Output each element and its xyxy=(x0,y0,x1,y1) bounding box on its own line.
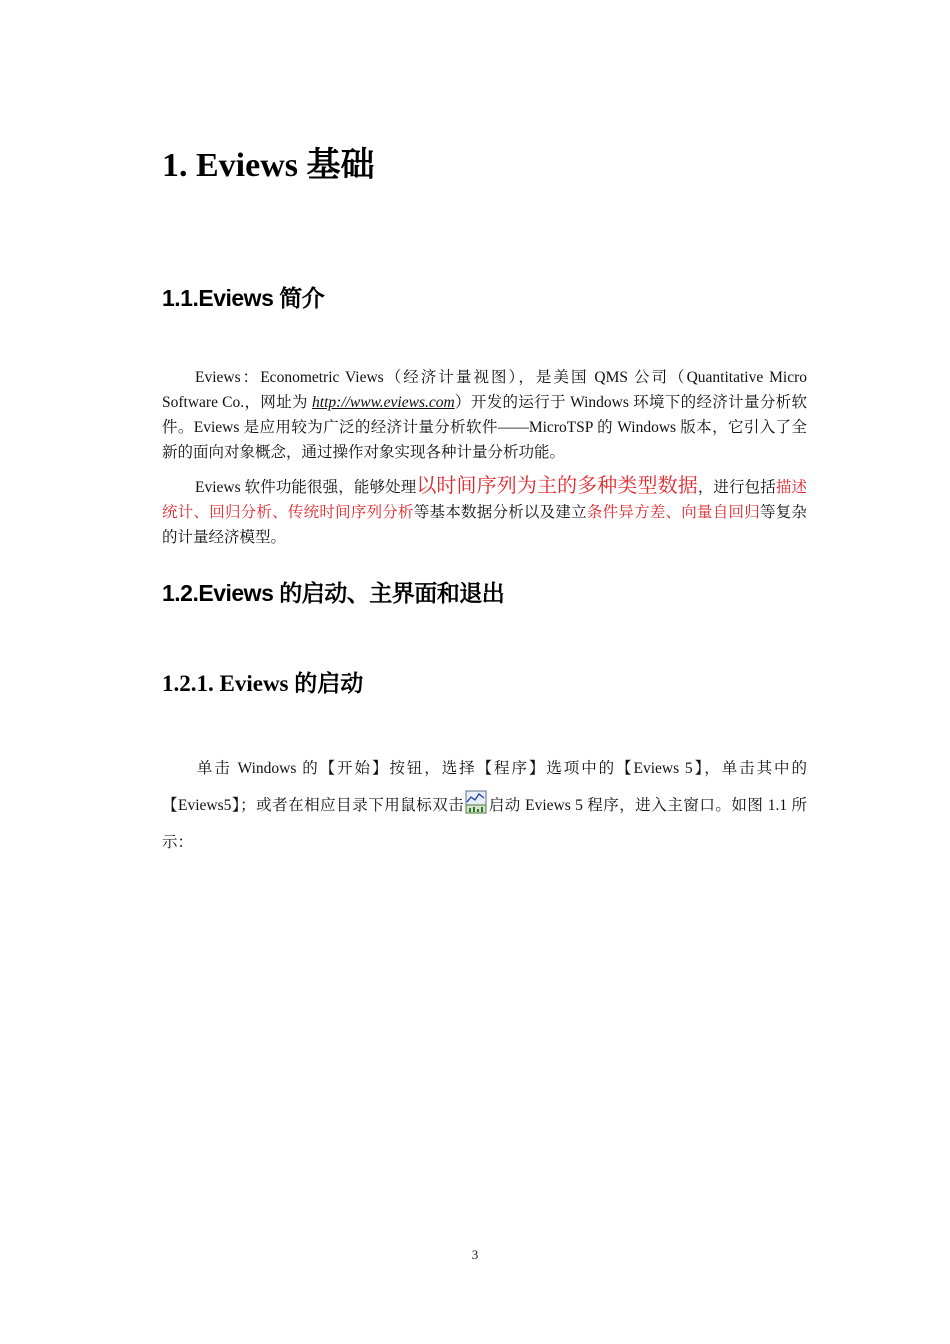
features-text-3: 等基本数据分析以及建立 xyxy=(413,504,587,521)
features-paragraph xyxy=(162,474,807,550)
section-heading-1-2-1: 1.2.1. Eviews 的启动 xyxy=(162,671,364,696)
eviews-icon-graphic xyxy=(465,790,487,814)
features-text-4: 等复杂的计量经济模型。 xyxy=(162,504,807,546)
features-highlight-data-types: 以时间序列为主的多种类型数据 xyxy=(416,475,698,497)
features-text-2: ，进行包括 xyxy=(697,479,776,496)
intro-text-1: Eviews：Econometric Views（经济计量视图），是美国 QMS 公司（Quantitative Micro Software Co.，网址为 xyxy=(162,369,807,411)
section-heading-1-1: 1.1.Eviews 简介 xyxy=(162,285,325,311)
intro-paragraph xyxy=(162,365,807,465)
intro-text-2: ）开发的运行于 Windows 环境下的经济计量分析软件。Eviews 是应用较为广泛的经济计量分析软件——MicroTSP 的 Windows 版本，它引入了全新的面向对象概念，通过操作对象实现各种计量分析功能。 xyxy=(162,394,808,461)
features-highlight-analysis: 描述统计、回归分析、传统时间序列分析 xyxy=(162,479,807,521)
startup-text-2: 启动 Eviews 5 程序，进入主窗口。如图 1.1 所示： xyxy=(162,797,807,851)
startup-paragraph xyxy=(162,750,807,861)
chapter-heading: 1. Eviews 基础 xyxy=(162,147,375,184)
features-highlight-models: 条件异方差、向量自回归 xyxy=(586,504,760,521)
eviews-website-link[interactable]: http://www.eviews.com xyxy=(312,394,455,411)
section-heading-1-2: 1.2.Eviews 的启动、主界面和退出 xyxy=(162,580,505,606)
features-text-1: Eviews 软件功能很强，能够处理 xyxy=(195,479,417,496)
startup-text-1: 单击 Windows 的【开始】按钮，选择【程序】选项中的【Eviews 5】，单击其中的【Eviews5】；或者在相应目录下用鼠标双击 xyxy=(162,760,807,814)
page-number: 3 xyxy=(471,1247,479,1262)
eviews-app-icon xyxy=(465,790,487,814)
